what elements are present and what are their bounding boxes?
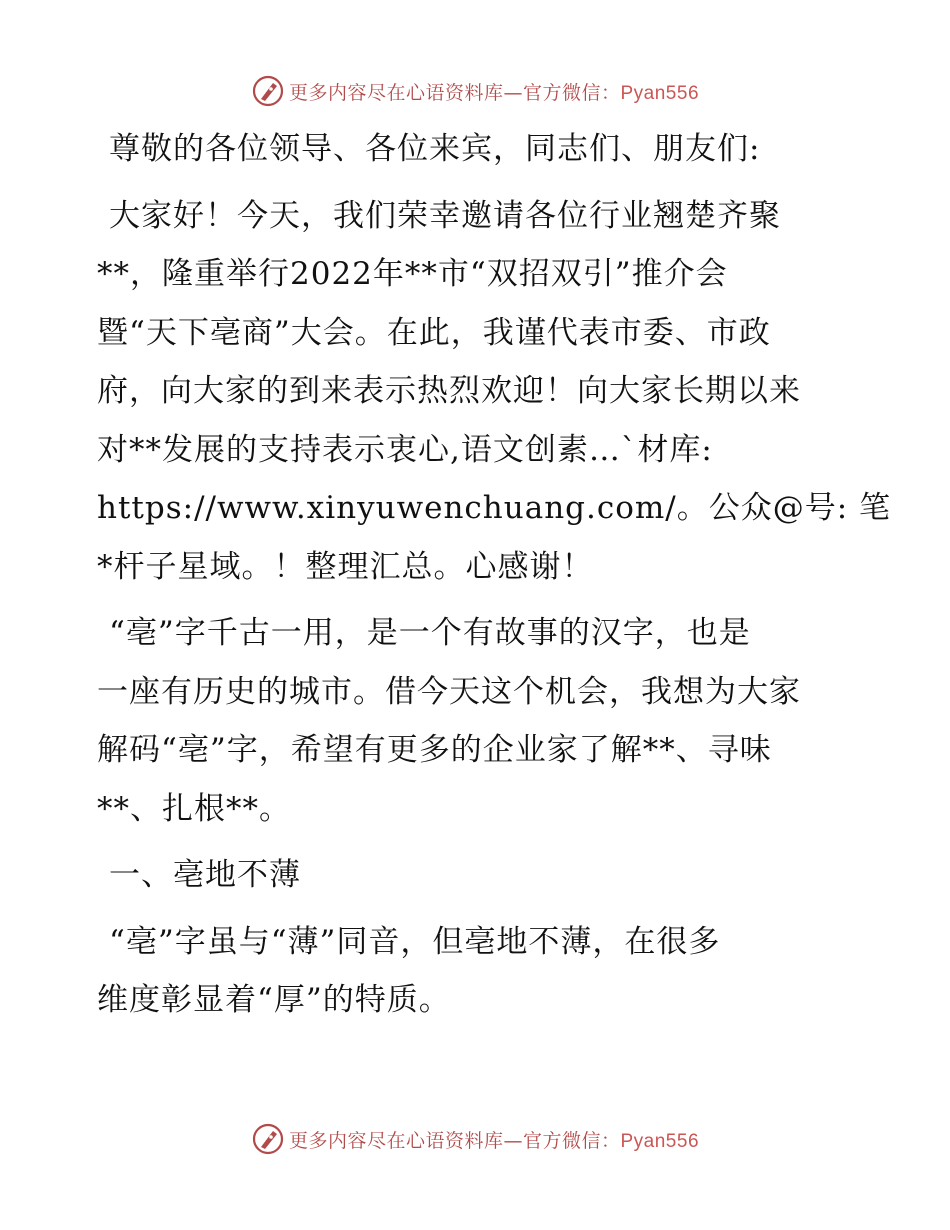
watermark-text: 更多内容尽在心语资料库—官方微信：Pyan556 bbox=[288, 1129, 700, 1152]
section-heading: 一、亳地不薄 bbox=[109, 857, 301, 893]
paragraph-thick bbox=[97, 913, 857, 1030]
footer-watermark bbox=[0, 1119, 950, 1159]
pen-nib-logo-icon bbox=[251, 1122, 285, 1156]
text-line: 维度彰显着“厚”的特质。 bbox=[97, 982, 451, 1018]
text-line: 对**发展的支持表示衷心,语文创素…`材库: bbox=[97, 431, 713, 468]
text-line: https://www.xinyuwenchuang.com/。公众@号: 笔 bbox=[97, 490, 892, 526]
text-line: **，隆重举行2022年**市“双招双引”推介会 bbox=[97, 256, 728, 292]
document-body bbox=[97, 120, 892, 1038]
header-watermark bbox=[0, 71, 950, 111]
text-line: 暨“天下亳商”大会。在此，我谨代表市委、市政 bbox=[97, 314, 771, 351]
paragraph-decode bbox=[97, 604, 857, 838]
text-line: 大家好！今天，我们荣幸邀请各位行业翘楚齐聚 bbox=[109, 197, 781, 234]
text-line: “亳”字千古一用，是一个有故事的汉字，也是 bbox=[109, 615, 751, 651]
pen-nib-logo-icon bbox=[251, 74, 285, 108]
text-line: *杆子星域。！整理汇总。心感谢！ bbox=[97, 548, 594, 585]
text-line: 府，向大家的到来表示热烈欢迎！向大家长期以来 bbox=[97, 373, 801, 409]
text-line: “亳”字虽与“薄”同音，但亳地不薄，在很多 bbox=[109, 923, 721, 960]
greeting: 尊敬的各位领导、各位来宾，同志们、朋友们: bbox=[109, 131, 761, 167]
watermark-wechat-id: Pyan556 bbox=[620, 82, 700, 104]
text-line: 解码“亳”字，希望有更多的企业家了解**、寻味 bbox=[97, 732, 772, 768]
paragraph-welcome bbox=[97, 187, 892, 597]
watermark-wechat-id: Pyan556 bbox=[620, 1130, 700, 1152]
text-line: **、扎根**。 bbox=[97, 790, 291, 827]
watermark-text: 更多内容尽在心语资料库—官方微信：Pyan556 bbox=[288, 81, 700, 104]
text-line: 一座有历史的城市。借今天这个机会，我想为大家 bbox=[97, 673, 801, 710]
